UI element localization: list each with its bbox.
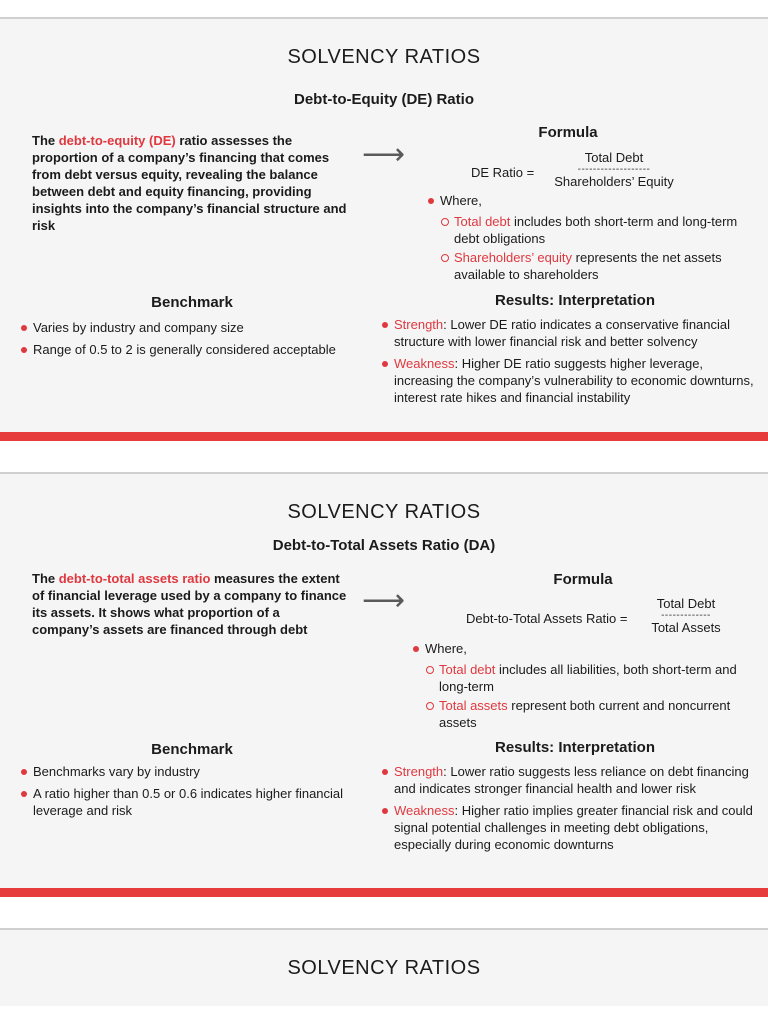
where-sublist: [440, 213, 757, 283]
benchmark-item: Varies by industry and company size: [20, 319, 365, 336]
results-item: Weakness: Higher ratio implies greater financial risk and could signal potential challenges in meeting debt obligations, especially during economic downturns: [381, 802, 759, 853]
slide-title: SOLVENCY RATIOS: [287, 501, 481, 523]
where-item: Where, Total debt includes both short-term and long-term debt obligations Shareholders’ equity represents the net assets available to shareholders: [427, 192, 757, 283]
slide-subtitle: Debt-to-Total Assets Ratio (DA): [272, 537, 496, 554]
definition-text: The debt-to-equity (DE) ratio assesses the proportion of a company’s financing that comes from debt versus equity, revealing the balance between debt and equity financing, providing insights into the company’s financial structure and risk: [32, 133, 347, 233]
results-list: [381, 316, 759, 411]
slide-gap: [0, 897, 768, 929]
formula-denominator: Shareholders’ Equity: [554, 174, 674, 189]
top-gap: [0, 0, 768, 18]
benchmark-item: A ratio higher than 0.5 or 0.6 indicates higher financial leverage and risk: [20, 785, 365, 819]
formula-label: DE Ratio =: [471, 165, 535, 180]
formula-numerator: Total Debt: [656, 596, 716, 611]
formula-fraction: [548, 150, 680, 190]
slide-debt-to-total-assets: [0, 473, 768, 897]
formula-denominator: Total Assets: [651, 620, 721, 635]
benchmark-item: Benchmarks vary by industry: [20, 763, 365, 780]
where-list: [412, 640, 762, 736]
slide-debt-to-equity: [0, 18, 768, 441]
accent-bar: [0, 888, 768, 897]
formula-fraction: [646, 596, 726, 636]
formula-label: Debt-to-Total Assets Ratio =: [466, 611, 628, 626]
results-heading: Results: Interpretation: [494, 739, 656, 756]
results-item: Strength: Lower DE ratio indicates a conservative financial structure with lower financial risk and better solvency: [381, 316, 759, 350]
formula-heading: Formula: [538, 124, 598, 141]
definition-term: debt-to-total assets ratio: [58, 571, 211, 586]
benchmark-list: [20, 319, 365, 363]
benchmark-item: Range of 0.5 to 2 is generally considered acceptable: [20, 341, 365, 358]
where-subitem: Total debt includes both short-term and long-term debt obligations: [440, 213, 757, 247]
slide-title: SOLVENCY RATIOS: [287, 46, 481, 68]
results-item: Weakness: Higher DE ratio suggests higher leverage, increasing the company’s vulnerability to economic downturns, interest rate hikes and financial instability: [381, 355, 759, 406]
definition-term: debt-to-equity (DE): [58, 133, 176, 148]
where-subitem: Total debt includes all liabilities, both short-term and long-term: [425, 661, 762, 695]
slide-title: SOLVENCY RATIOS: [287, 957, 481, 979]
right-arrow-icon: ⟶: [362, 584, 406, 617]
results-item: Strength: Lower ratio suggests less reliance on debt financing and indicates stronger financial health and lower risk: [381, 763, 759, 797]
definition-text: The debt-to-total assets ratio measures the extent of financial leverage used by a company to finance its assets. It shows what proportion of a company’s assets are financed through debt: [32, 571, 347, 637]
right-arrow-icon: ⟶: [362, 138, 406, 171]
slide-next: [0, 929, 768, 1006]
fraction-line: -------------: [661, 612, 711, 620]
where-subitem: Total assets represent both current and noncurrent assets: [425, 697, 762, 731]
slide-gap: [0, 441, 768, 473]
accent-bar: [0, 432, 768, 441]
where-sublist: [425, 661, 762, 731]
slide-subtitle: Debt-to-Equity (DE) Ratio: [294, 91, 474, 108]
benchmark-heading: Benchmark: [151, 741, 233, 758]
results-list: [381, 763, 759, 858]
where-list: [427, 192, 757, 288]
fraction-line: -------------------: [577, 166, 651, 174]
where-item: Where, Total debt includes all liabilities, both short-term and long-term Total assets represent both current and noncurrent assets: [412, 640, 762, 731]
formula-heading: Formula: [553, 571, 613, 588]
results-heading: Results: Interpretation: [494, 292, 656, 309]
benchmark-list: [20, 763, 365, 824]
formula-numerator: Total Debt: [584, 150, 644, 165]
benchmark-heading: Benchmark: [151, 294, 233, 311]
where-subitem: Shareholders’ equity represents the net assets available to shareholders: [440, 249, 757, 283]
